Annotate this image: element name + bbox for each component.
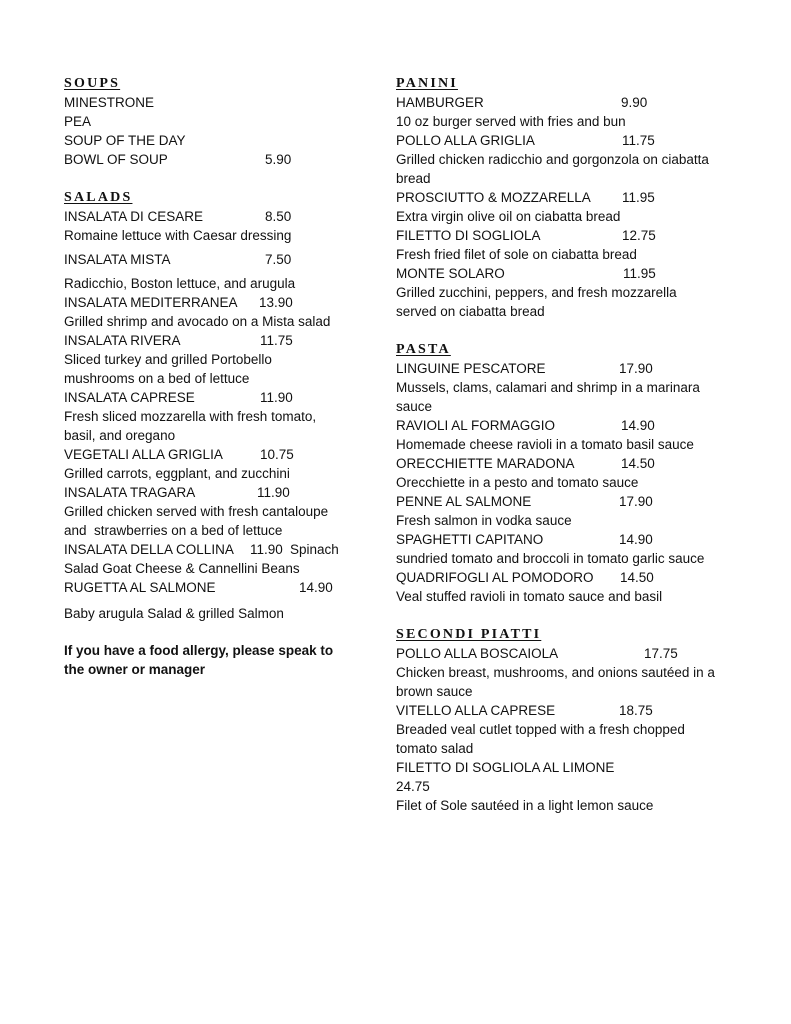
item-description: Grilled zucchini, peppers, and fresh mozzarella served on ciabatta bread	[396, 285, 677, 319]
item-name: MONTE SOLARO	[396, 266, 505, 281]
item-price: 14.90	[299, 580, 333, 595]
item-price: 11.95	[623, 266, 656, 281]
item-price: 14.50	[621, 456, 655, 471]
item-price: 5.90	[265, 152, 292, 167]
item-price: 8.50	[265, 209, 292, 224]
pasta-item-row	[396, 568, 741, 587]
panini-item-row	[396, 264, 741, 283]
secondi-item-row	[396, 758, 741, 777]
left-column	[64, 74, 354, 679]
item-description: Mussels, clams, calamari and shrimp in a marinara sauce	[396, 380, 700, 414]
item-description: Fresh salmon in vodka sauce	[396, 513, 572, 528]
salad-item-row	[64, 388, 354, 407]
item-name: HAMBURGER	[396, 95, 484, 110]
pasta-item-row	[396, 416, 741, 435]
item-description: Orecchiette in a pesto and tomato sauce	[396, 475, 639, 490]
item-name: INSALATA MEDITERRANEA	[64, 295, 238, 310]
item-description: Chicken breast, mushrooms, and onions sautéed in a brown sauce	[396, 665, 715, 699]
item-name: INSALATA CAPRESE	[64, 390, 195, 405]
pasta-item-row	[396, 492, 741, 511]
salad-item-row	[64, 483, 354, 502]
allergy-note: If you have a food allergy, please speak to the owner or manager	[64, 643, 334, 677]
secondi-item-row	[396, 701, 741, 720]
salad-item-row	[64, 331, 354, 350]
item-description: Romaine lettuce with Caesar dressing	[64, 228, 292, 243]
item-price: 11.95	[622, 190, 655, 205]
item-name: PROSCIUTTO & MOZZARELLA	[396, 190, 591, 205]
soup-item: SOUP OF THE DAY	[64, 133, 186, 148]
item-description: sundried tomato and broccoli in tomato garlic sauce	[396, 551, 705, 566]
secondi-heading: SECONDI PIATTI	[396, 627, 542, 642]
panini-item-row	[396, 188, 741, 207]
item-name: ORECCHIETTE MARADONA	[396, 456, 575, 471]
item-name: PENNE AL SALMONE	[396, 494, 532, 509]
item-name: INSALATA TRAGARA	[64, 485, 196, 500]
panini-item-row	[396, 93, 741, 112]
item-name: LINGUINE PESCATORE	[396, 361, 546, 376]
item-name: VITELLO ALLA CAPRESE	[396, 703, 556, 718]
item-description: Radicchio, Boston lettuce, and arugula	[64, 276, 296, 291]
salad-item-row	[64, 578, 354, 597]
item-name: BOWL OF SOUP	[64, 152, 168, 167]
item-price: 18.75	[619, 703, 653, 718]
item-name: INSALATA DELLA COLLINA	[64, 542, 234, 557]
item-price: 11.90	[250, 542, 283, 557]
item-price: 11.75	[622, 133, 655, 148]
item-name: VEGETALI ALLA GRIGLIA	[64, 447, 223, 462]
salad-item-row	[64, 207, 354, 226]
salad-item-row	[64, 445, 354, 464]
item-description: Fresh sliced mozzarella with fresh tomato, basil, and oregano	[64, 409, 317, 443]
item-name: POLLO ALLA GRIGLIA	[396, 133, 535, 148]
item-description: Breaded veal cutlet topped with a fresh chopped tomato salad	[396, 722, 685, 756]
salads-heading: SALADS	[64, 190, 133, 205]
pasta-item-row	[396, 530, 741, 549]
item-description: Grilled chicken served with fresh cantaloupe and strawberries on a bed of lettuce	[64, 504, 332, 538]
salad-item-row	[64, 250, 354, 269]
item-description-inline: Spinach	[290, 542, 339, 557]
soup-item: PEA	[64, 114, 92, 129]
item-name: RAVIOLI AL FORMAGGIO	[396, 418, 556, 433]
soup-bowl-row	[64, 150, 354, 169]
item-name: RUGETTA AL SALMONE	[64, 580, 216, 595]
secondi-item-row	[396, 644, 741, 663]
item-description: Grilled shrimp and avocado on a Mista salad	[64, 314, 331, 329]
item-price: 14.90	[619, 532, 653, 547]
panini-heading: PANINI	[396, 76, 458, 91]
pasta-item-row	[396, 359, 741, 378]
item-price: 17.90	[619, 361, 653, 376]
soup-item: MINESTRONE	[64, 95, 155, 110]
item-name: FILETTO DI SOGLIOLA	[396, 228, 541, 243]
item-description: Filet of Sole sautéed in a light lemon sauce	[396, 798, 654, 813]
item-description: Grilled carrots, eggplant, and zucchini	[64, 466, 290, 481]
item-price: 7.50	[265, 252, 292, 267]
panini-item-row	[396, 131, 741, 150]
item-name: FILETTO DI SOGLIOLA AL LIMONE	[396, 760, 615, 775]
salad-item-row	[64, 293, 354, 312]
panini-item-row	[396, 226, 741, 245]
item-price: 11.90	[257, 485, 290, 500]
item-price: 13.90	[259, 295, 293, 310]
item-description: 10 oz burger served with fries and bun	[396, 114, 626, 129]
item-price: 14.50	[620, 570, 654, 585]
item-description: Baby arugula Salad & grilled Salmon	[64, 606, 284, 621]
item-price: 14.90	[621, 418, 655, 433]
item-price: 17.75	[644, 646, 678, 661]
item-description: Sliced turkey and grilled Portobello mushrooms on a bed of lettuce	[64, 352, 272, 386]
item-description: Extra virgin olive oil on ciabatta bread	[396, 209, 621, 224]
item-name: POLLO ALLA BOSCAIOLA	[396, 646, 559, 661]
item-price: 11.75	[260, 333, 293, 348]
right-column	[396, 74, 741, 815]
item-description: Grilled chicken radicchio and gorgonzola on ciabatta bread	[396, 152, 709, 186]
item-price: 24.75	[396, 779, 430, 794]
item-name: INSALATA RIVERA	[64, 333, 181, 348]
item-price: 17.90	[619, 494, 653, 509]
item-description: Homemade cheese ravioli in a tomato basil sauce	[396, 437, 694, 452]
pasta-item-row	[396, 454, 741, 473]
item-price: 12.75	[622, 228, 656, 243]
pasta-heading: PASTA	[396, 342, 451, 357]
salad-item-row	[64, 540, 354, 559]
item-name: SPAGHETTI CAPITANO	[396, 532, 544, 547]
item-description: Salad Goat Cheese & Cannellini Beans	[64, 561, 300, 576]
item-name: INSALATA DI CESARE	[64, 209, 204, 224]
item-price: 10.75	[260, 447, 294, 462]
item-name: INSALATA MISTA	[64, 252, 171, 267]
item-description: Fresh fried filet of sole on ciabatta bread	[396, 247, 637, 262]
item-description: Veal stuffed ravioli in tomato sauce and basil	[396, 589, 663, 604]
item-name: QUADRIFOGLI AL POMODORO	[396, 570, 594, 585]
soups-heading: SOUPS	[64, 76, 121, 91]
item-price: 9.90	[621, 95, 648, 110]
item-price: 11.90	[260, 390, 293, 405]
